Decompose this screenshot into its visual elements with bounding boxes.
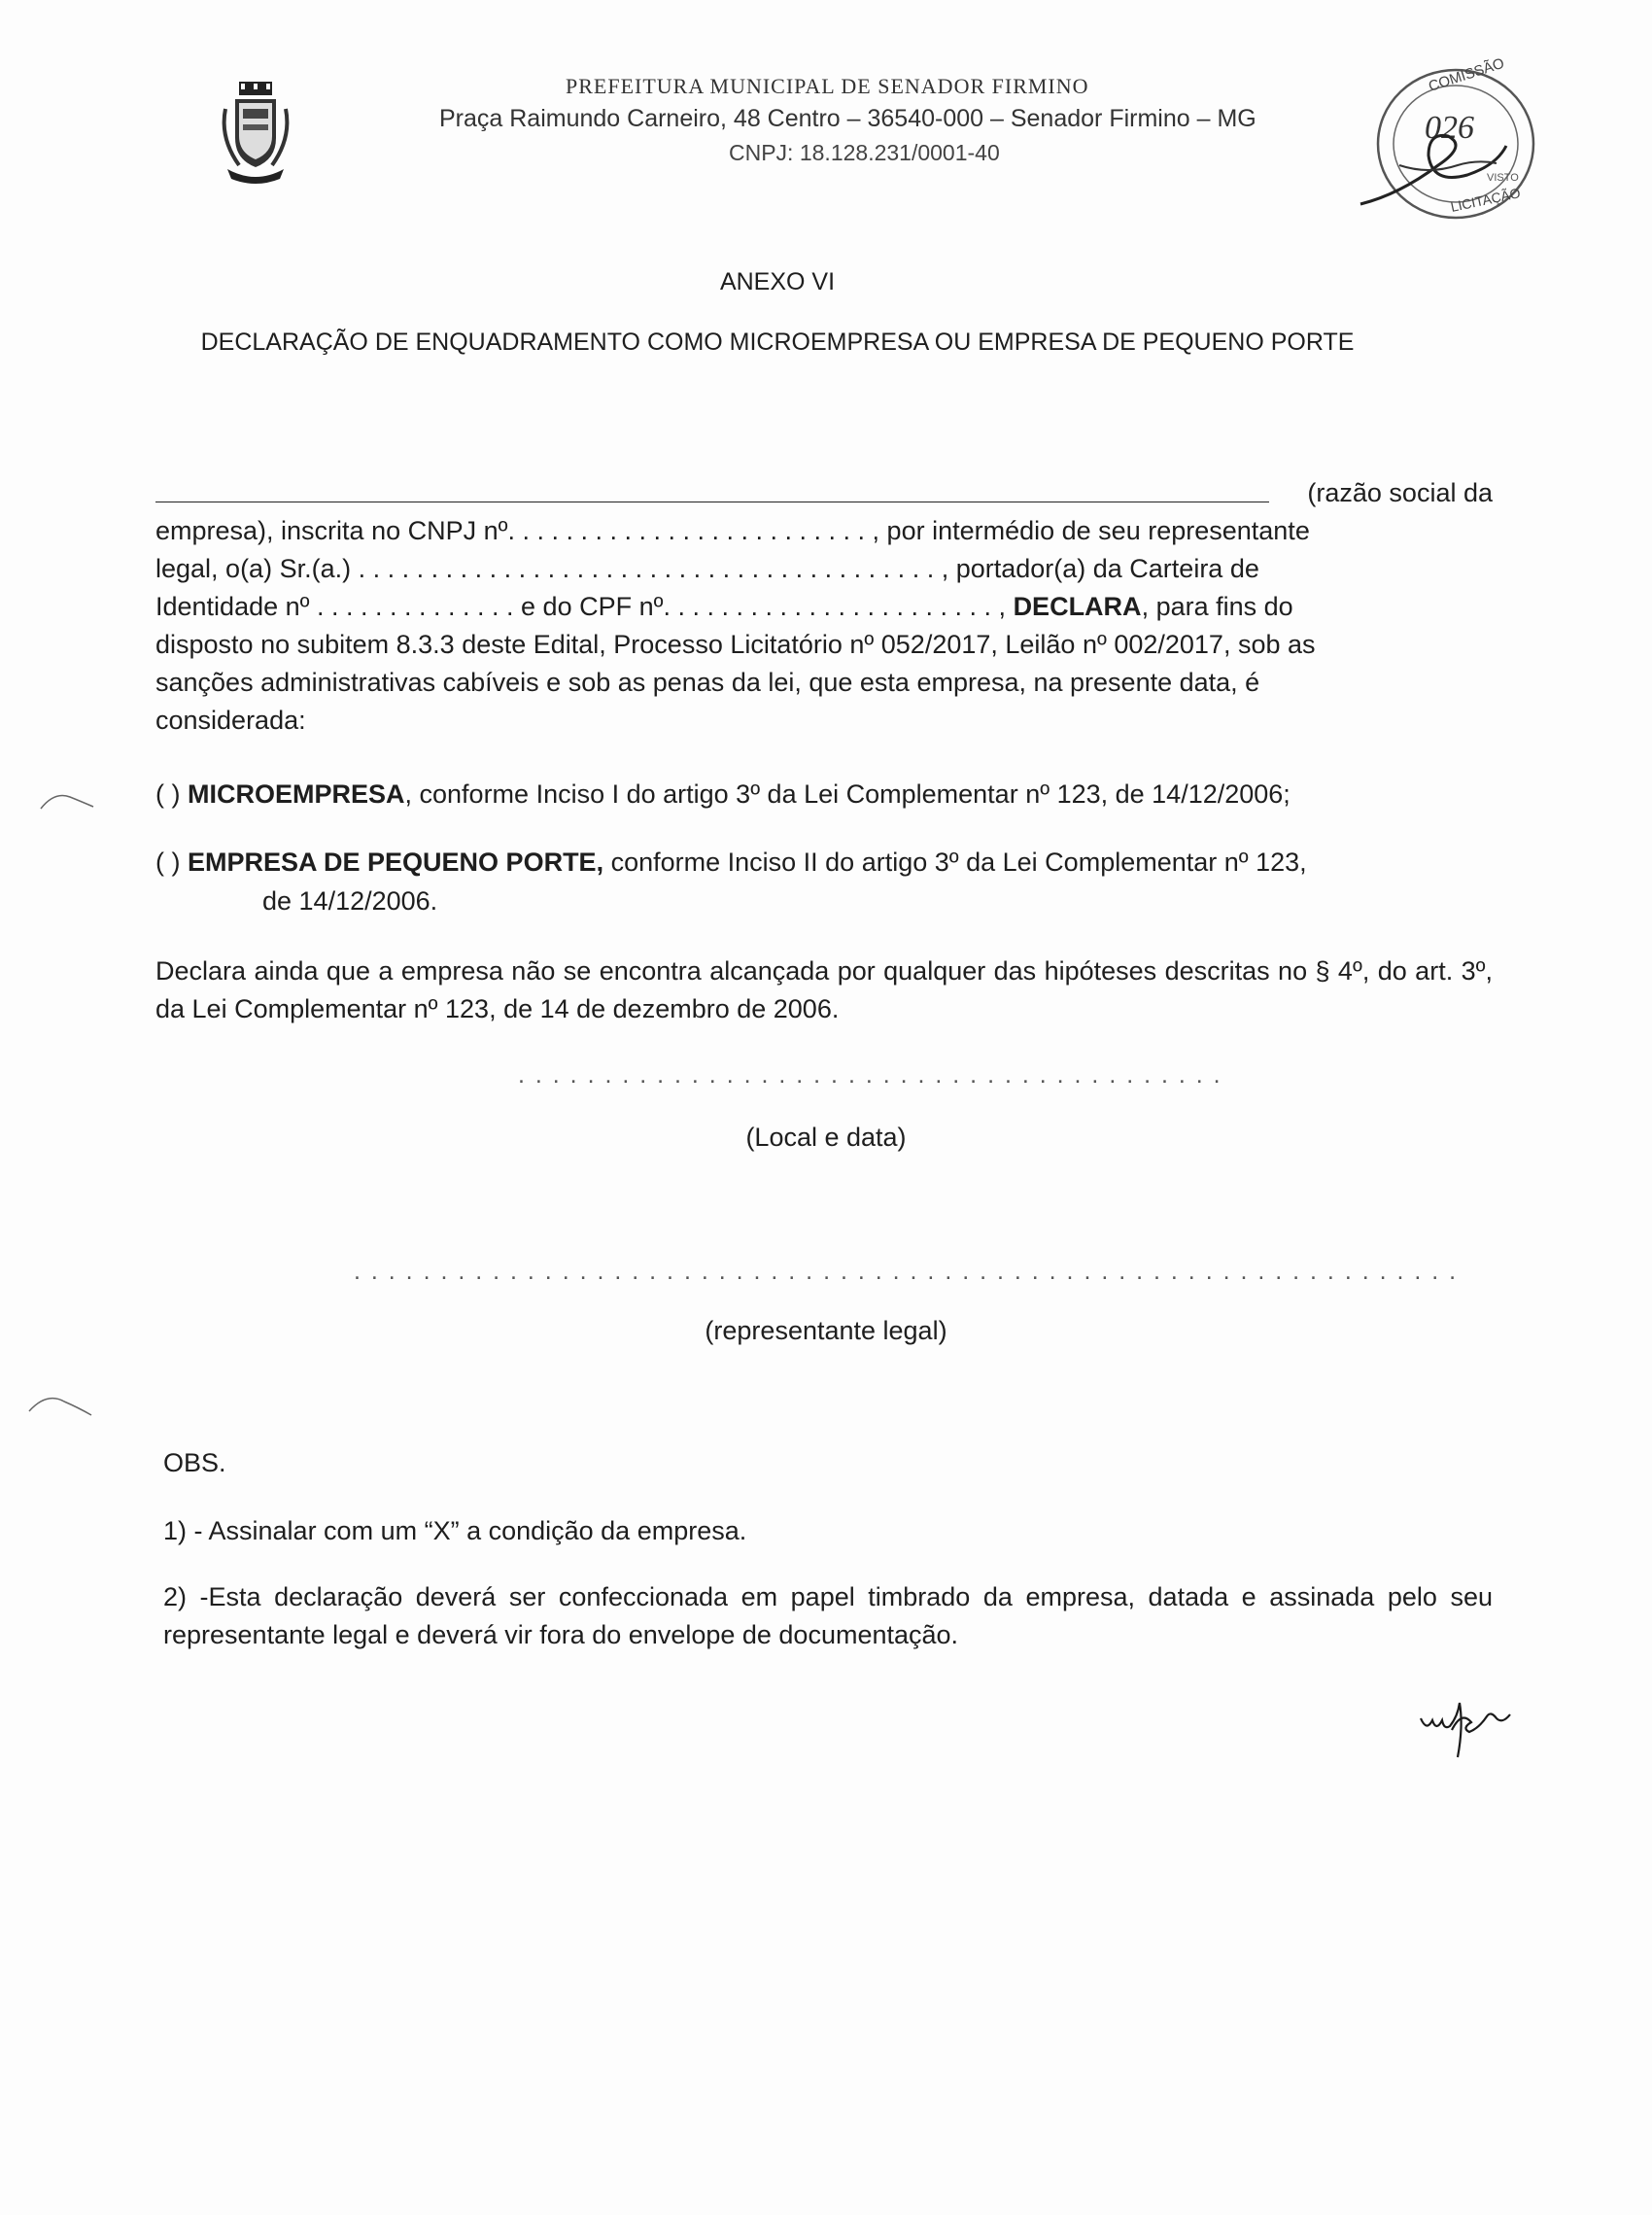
option-description: conforme Inciso II do artigo 3º da Lei Complementar nº 123, (603, 848, 1307, 877)
paragraph-line: legal, o(a) Sr.(a.) . . . . . . . . . . . . . . . . . . . . . . . . . . . . . . . . . . . . . . . . , portador(a) da Carteira de (155, 554, 1259, 583)
coat-of-arms-icon (222, 80, 290, 187)
stamp-number: 026 (1425, 110, 1474, 146)
option-label: EMPRESA DE PEQUENO PORTE, (188, 848, 604, 877)
signature-line: . . . . . . . . . . . . . . . . . . . . . . . . . . . . . . . . . . . . . . . . . . . . . . . . . . . . . . . . . . . . . . . . (354, 1258, 1459, 1285)
local-date-line: . . . . . . . . . . . . . . . . . . . . . . . . . . . . . . . . . . . . . . . . . (518, 1061, 1222, 1089)
local-date-label: (Local e data) (745, 1123, 907, 1152)
handwritten-initials (1419, 1691, 1555, 1769)
paragraph-line: considerada: (155, 706, 306, 735)
annex-title: ANEXO VI (719, 268, 836, 295)
option-epp (155, 843, 1493, 920)
header-title: PREFEITURA MUNICIPAL DE SENADOR FIRMINO (566, 74, 1089, 98)
paragraph-line: Identidade nº . . . . . . . . . . . . . . e do CPF nº. . . . . . . . . . . . . . . . . . . . . . . , (155, 592, 1007, 621)
option-label: MICROEMPRESA (188, 779, 405, 809)
company-name-blank (155, 474, 1493, 512)
header-address: Praça Raimundo Carneiro, 48 Centro – 36540-000 – Senador Firmino – MG (439, 105, 1256, 132)
option-description: , conforme Inciso I do artigo 3º da Lei Complementar nº 123, de 14/12/2006; (404, 779, 1291, 809)
declara-keyword: DECLARA (1013, 592, 1142, 621)
paragraph-line: empresa), inscrita no CNPJ nº. . . . . . . . . . . . . . . . . . . . . . . . . , por intermédio de seu representante (155, 516, 1310, 545)
paragraph-line: sanções administrativas cabíveis e sob as penas da lei, que esta empresa, na presente data, é (155, 668, 1260, 697)
paragraph-line: disposto no subitem 8.3.3 deste Edital, Processo Licitatório nº 052/2017, Leilão nº 002/2017, sob as (155, 630, 1316, 659)
option-continuation: de 14/12/2006. (262, 886, 438, 916)
declaration-paragraph (155, 474, 1493, 740)
commission-stamp (1341, 54, 1545, 228)
declaration-title: DECLARAÇÃO DE ENQUADRAMENTO COMO MICROEMPRESA OU EMPRESA DE PEQUENO PORTE (200, 329, 1355, 356)
note-1: 1) - Assinalar com um “X” a condição da empresa. (163, 1516, 747, 1545)
stamp-mid-text: VISTO (1487, 172, 1519, 184)
obs-label: OBS. (163, 1448, 226, 1477)
paragraph-line: , para fins do (1141, 592, 1293, 621)
stamp-top-text: COMISSÃO (1426, 54, 1507, 95)
stamp-bottom-text: LICITAÇÃO (1449, 185, 1522, 215)
header-cnpj: CNPJ: 18.128.231/0001-40 (729, 140, 1000, 165)
scan-mark (27, 1390, 95, 1419)
scan-mark (39, 785, 97, 814)
additional-declaration: Declara ainda que a empresa não se encontra alcançada por qualquer das hipóteses descritas no § 4º, do art. 3º, da Lei Complementar nº 123, de 14 de dezembro de 2006. (155, 956, 1493, 1023)
razao-social-label: (razão social da (1307, 478, 1493, 507)
checkbox-microempresa[interactable]: ( ) (155, 779, 181, 809)
checkbox-epp[interactable]: ( ) (155, 848, 181, 877)
note-2: 2) -Esta declaração deverá ser confeccionada em papel timbrado da empresa, datada e assinada pelo seu representante legal e deverá vir fora do envelope de documentação. (163, 1582, 1493, 1649)
legal-representative-label: (representante legal) (705, 1316, 947, 1345)
option-microempresa (155, 775, 1493, 813)
